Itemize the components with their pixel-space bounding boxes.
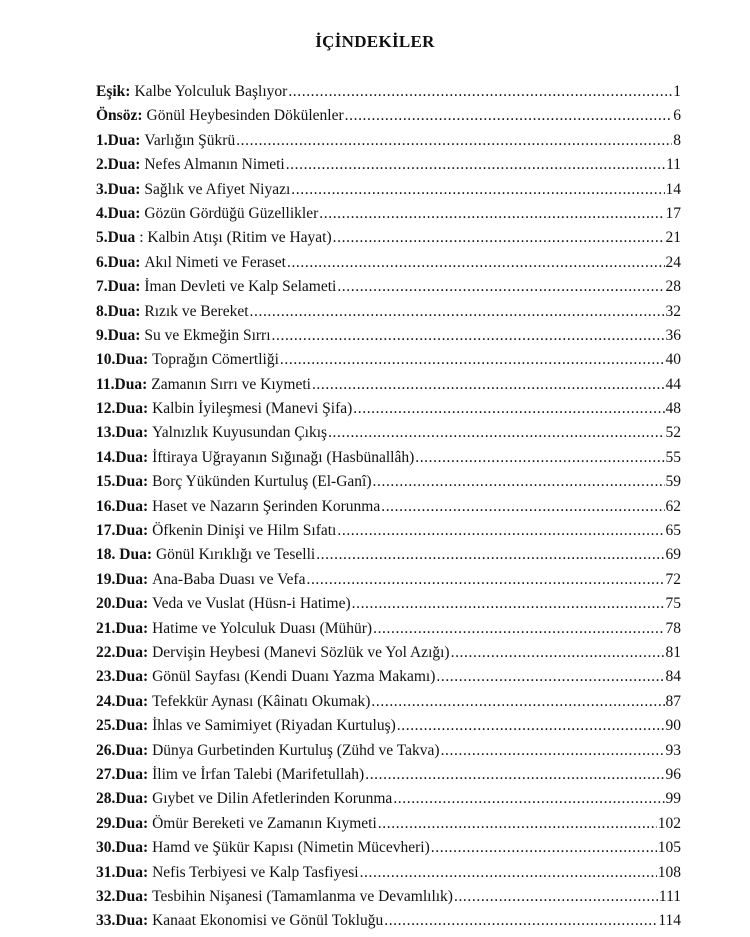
toc-entry: [96, 641, 681, 665]
toc-entry-title: Hatime ve Yolculuk Duası (Mühür): [152, 619, 373, 637]
toc-entry-page-number: 21: [665, 229, 681, 247]
toc-entry-prefix: 6.Dua:: [96, 253, 141, 271]
toc-entry-title: Rızık ve Bereket: [144, 302, 249, 320]
toc-entry-title: Nefis Terbiyesi ve Kalp Tasfiyesi: [152, 863, 359, 881]
toc-entry: [96, 373, 681, 397]
toc-entry-title: İlim ve İrfan Talebi (Marifetullah): [152, 765, 365, 783]
toc-entry-page-number: 8: [673, 131, 681, 149]
toc-entry-page-number: 90: [665, 717, 681, 735]
toc-entry-page-number: 111: [658, 887, 681, 905]
toc-entry-title: Veda ve Vuslat (Hüsn-i Hatime): [152, 595, 351, 613]
toc-entry-prefix: 8.Dua:: [96, 302, 141, 320]
toc-entry-page-number: 108: [657, 863, 681, 881]
toc-dot-leader: [371, 690, 664, 714]
toc-dot-leader: [287, 251, 665, 275]
toc-entry-prefix: 11.Dua:: [96, 375, 148, 393]
toc-entry-prefix: 25.Dua:: [96, 717, 149, 735]
toc-entry-title: Tefekkür Aynası (Kâinatı Okumak): [152, 692, 371, 710]
toc-entry-page-number: 75: [665, 595, 681, 613]
toc-entry: [96, 470, 681, 494]
toc-entry-prefix: 12.Dua:: [96, 400, 149, 418]
toc-entry-prefix: 30.Dua:: [96, 839, 149, 857]
toc-entry: [96, 446, 681, 470]
toc-entry-prefix: 15.Dua:: [96, 473, 149, 491]
toc-entry-title: Ömür Bereketi ve Zamanın Kıymeti: [152, 814, 377, 832]
toc-entry-title: Gönül Sayfası (Kendi Duanı Yazma Makamı): [152, 668, 436, 686]
toc-entry: [96, 104, 681, 128]
toc-dot-leader: [360, 861, 657, 885]
toc-dot-leader: [337, 519, 664, 543]
toc-entry-prefix: 29.Dua:: [96, 814, 149, 832]
toc-entry-title: Kalbe Yolculuk Başlıyor: [134, 83, 288, 100]
toc-dot-leader: [381, 495, 664, 519]
toc-entry-title: Öfkenin Dinişi ve Hilm Sıfatı: [152, 522, 337, 540]
toc-dot-leader: [384, 909, 657, 933]
toc-entry-page-number: 28: [665, 278, 681, 296]
toc-entry: [96, 812, 681, 836]
toc-entry-page-number: 11: [666, 156, 681, 174]
toc-entry: [96, 202, 681, 226]
toc-entry-page-number: 24: [665, 253, 681, 271]
toc-dot-leader: [286, 153, 665, 177]
toc-entry: [96, 543, 681, 567]
toc-entry-title: Sağlık ve Afiyet Niyazı: [144, 180, 291, 198]
toc-entry: [96, 763, 681, 787]
toc-dot-leader: [291, 178, 664, 202]
toc-dot-leader: [333, 226, 665, 250]
toc-entry: [96, 421, 681, 445]
toc-entry-title: Borç Yükünden Kurtuluş (El-Ganî): [152, 473, 372, 491]
toc-dot-leader: [345, 104, 673, 128]
toc-dot-leader: [451, 641, 665, 665]
toc-entry-title: Nefes Almanın Nimeti: [144, 156, 285, 174]
toc-entry-title: Akıl Nimeti ve Feraset: [144, 253, 286, 271]
toc-entry: [96, 397, 681, 421]
page-title: İÇİNDEKİLER: [315, 32, 435, 51]
toc-entry: [96, 568, 681, 592]
toc-entry-prefix: 1.Dua:: [96, 131, 141, 149]
toc-entry-prefix: 7.Dua:: [96, 278, 141, 296]
toc-entry-page-number: 114: [658, 912, 681, 930]
toc-entry-title: Gönül Heybesinden Dökülenler: [146, 107, 344, 125]
toc-entry-prefix: 18. Dua:: [96, 546, 152, 564]
toc-entry: [96, 178, 681, 202]
toc-entry-title: İftiraya Uğrayanın Sığınağı (Hasbünallâh): [152, 448, 415, 466]
toc-entry-title: Varlığın Şükrü: [144, 131, 236, 149]
toc-entry-title: İman Devleti ve Kalp Selameti: [144, 278, 337, 296]
toc-entry-prefix: 4.Dua:: [96, 204, 141, 222]
toc-entry-page-number: 105: [657, 839, 681, 857]
toc-dot-leader: [328, 421, 664, 445]
toc-dot-leader: [272, 324, 665, 348]
toc-entry-prefix: 33.Dua:: [96, 912, 149, 930]
toc-entry-title: İhlas ve Samimiyet (Riyadan Kurtuluş): [152, 717, 396, 735]
toc-entry-page-number: 87: [665, 692, 681, 710]
toc-entry: [96, 909, 681, 933]
toc-entry: [96, 665, 681, 689]
toc-entry: [96, 348, 681, 372]
toc-entry-page-number: 72: [665, 570, 681, 588]
toc-entry: [96, 324, 681, 348]
table-of-contents: [96, 80, 681, 934]
toc-entry: [96, 690, 681, 714]
toc-entry: [96, 80, 681, 104]
toc-dot-leader: [352, 592, 665, 616]
toc-entry-prefix: 21.Dua:: [96, 619, 149, 637]
toc-entry-prefix: 19.Dua:: [96, 570, 149, 588]
toc-entry-prefix: 22.Dua:: [96, 643, 149, 661]
toc-entry-title: Haset ve Nazarın Şerinden Korunma: [152, 497, 381, 515]
toc-entry-page-number: 81: [665, 643, 681, 661]
toc-entry: [96, 300, 681, 324]
toc-dot-leader: [393, 787, 664, 811]
toc-entry: [96, 251, 681, 275]
toc-dot-leader: [373, 617, 664, 641]
toc-entry-title: Dervişin Heybesi (Manevi Sözlük ve Yol Azığı): [152, 643, 450, 661]
toc-entry-prefix: 16.Dua:: [96, 497, 149, 515]
toc-entry-prefix: 32.Dua:: [96, 887, 149, 905]
toc-entry-title: Gözün Gördüğü Güzellikler: [144, 204, 319, 222]
toc-entry-title: Zamanın Sırrı ve Kıymeti: [151, 375, 311, 393]
toc-entry-title: Ana-Baba Duası ve Vefa: [152, 570, 306, 588]
toc-dot-leader: [365, 763, 664, 787]
toc-entry: [96, 226, 681, 250]
toc-dot-leader: [441, 739, 665, 763]
toc-entry-title: Dünya Gurbetinden Kurtuluş (Zühd ve Takva): [152, 741, 440, 759]
toc-dot-leader: [280, 348, 665, 372]
toc-entry: [96, 739, 681, 763]
toc-dot-leader: [316, 543, 664, 567]
toc-entry-prefix: 26.Dua:: [96, 741, 149, 759]
toc-entry-page-number: 69: [665, 546, 681, 564]
toc-entry-prefix: 31.Dua:: [96, 863, 149, 881]
toc-entry: [96, 275, 681, 299]
toc-entry: [96, 129, 681, 153]
toc-entry-prefix: 28.Dua:: [96, 790, 149, 808]
toc-dot-leader: [319, 202, 664, 226]
toc-entry-prefix: 17.Dua:: [96, 522, 149, 540]
toc-entry-prefix: 24.Dua:: [96, 692, 149, 710]
toc-entry-title: Yalnızlık Kuyusundan Çıkış: [152, 424, 328, 442]
toc-entry-prefix: 2.Dua:: [96, 156, 141, 174]
toc-entry-prefix: 27.Dua:: [96, 765, 149, 783]
toc-entry-title: Tesbihin Nişanesi (Tamamlanma ve Devamlılık): [152, 887, 453, 905]
toc-entry-page-number: 32: [665, 302, 681, 320]
toc-entry-title: Toprağın Cömertliği: [152, 351, 279, 369]
toc-entry-page-number: 44: [665, 375, 681, 393]
toc-entry-page-number: 14: [665, 180, 681, 198]
toc-dot-leader: [373, 470, 665, 494]
toc-entry-page-number: 96: [665, 765, 681, 783]
toc-entry-page-number: 40: [665, 351, 681, 369]
toc-entry-page-number: 78: [665, 619, 681, 637]
toc-entry-title: : Kalbin Atışı (Ritim ve Hayat): [139, 229, 332, 247]
toc-dot-leader: [415, 446, 664, 470]
toc-entry-page-number: 17: [665, 204, 681, 222]
toc-entry-title: Hamd ve Şükür Kapısı (Nimetin Mücevheri): [152, 839, 430, 857]
toc-entry-prefix: Önsöz:: [96, 107, 143, 125]
toc-entry-prefix: 10.Dua:: [96, 351, 149, 369]
toc-entry-page-number: 48: [665, 400, 681, 418]
toc-entry-page-number: 52: [665, 424, 681, 442]
toc-entry-prefix: 3.Dua:: [96, 180, 141, 198]
toc-dot-leader: [306, 568, 664, 592]
toc-entry-page-number: 93: [665, 741, 681, 759]
toc-entry-prefix: 13.Dua:: [96, 424, 149, 442]
toc-entry-page-number: 102: [657, 814, 681, 832]
toc-entry: [96, 617, 681, 641]
toc-entry: [96, 885, 681, 909]
toc-entry: [96, 861, 681, 885]
toc-entry-page-number: 6: [673, 107, 681, 125]
toc-entry-title: Kalbin İyileşmesi (Manevi Şifa): [152, 400, 353, 418]
toc-dot-leader: [436, 665, 664, 689]
toc-entry: [96, 153, 681, 177]
toc-entry: [96, 836, 681, 860]
toc-entry-page-number: 36: [665, 326, 681, 344]
toc-entry-prefix: 23.Dua:: [96, 668, 149, 686]
toc-entry-page-number: 99: [665, 790, 681, 808]
toc-dot-leader: [250, 300, 665, 324]
toc-entry: [96, 592, 681, 616]
toc-entry: [96, 519, 681, 543]
toc-dot-leader: [431, 836, 657, 860]
toc-entry-page-number: 59: [665, 473, 681, 491]
toc-entry-title: Kanaat Ekonomisi ve Gönül Tokluğu: [152, 912, 384, 930]
toc-entry-page-number: 55: [665, 448, 681, 466]
toc-entry-prefix: Eşik:: [96, 83, 131, 100]
toc-entry-title: Gönül Kırıklığı ve Teselli: [155, 546, 316, 564]
toc-entry: [96, 495, 681, 519]
toc-dot-leader: [454, 885, 658, 909]
toc-dot-leader: [236, 129, 672, 153]
toc-entry-prefix: 5.Dua: [96, 229, 136, 247]
toc-entry-prefix: 9.Dua:: [96, 326, 141, 344]
toc-entry-page-number: 65: [665, 522, 681, 540]
toc-entry-prefix: 14.Dua:: [96, 448, 149, 466]
toc-entry: [96, 714, 681, 738]
toc-entry-prefix: 20.Dua:: [96, 595, 149, 613]
toc-dot-leader: [397, 714, 665, 738]
toc-dot-leader: [337, 275, 664, 299]
toc-entry-title: Gıybet ve Dilin Afetlerinden Korunma: [152, 790, 393, 808]
toc-dot-leader: [312, 373, 665, 397]
toc-entry: [96, 787, 681, 811]
toc-entry-page-number: 1: [673, 83, 681, 100]
toc-entry-page-number: 84: [665, 668, 681, 686]
toc-dot-leader: [288, 80, 672, 104]
toc-dot-leader: [353, 397, 664, 421]
toc-dot-leader: [378, 812, 657, 836]
toc-entry-page-number: 62: [665, 497, 681, 515]
toc-entry-title: Su ve Ekmeğin Sırrı: [144, 326, 271, 344]
